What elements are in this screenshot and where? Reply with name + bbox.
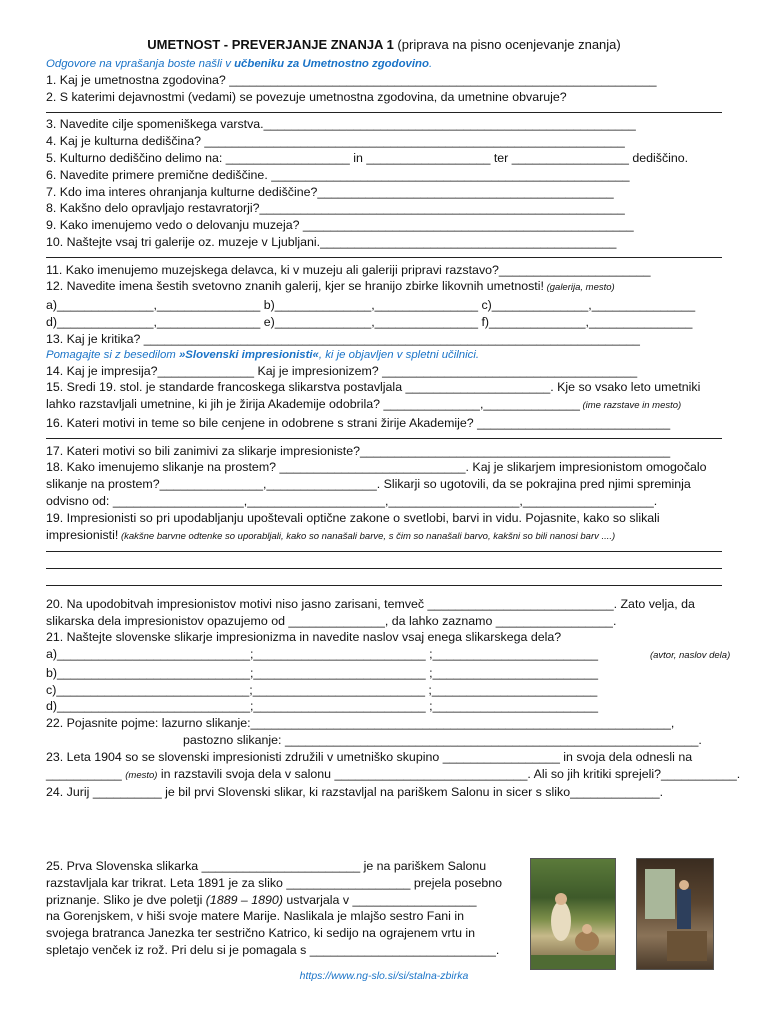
painting-figures <box>637 859 714 970</box>
question-12-a-c[interactable]: a)______________,_______________ b)______________,_______________ c)______________,_______________ <box>46 298 696 313</box>
answer-line[interactable] <box>46 551 722 568</box>
question-11[interactable]: 11. Kako imenujemo muzejskega delavca, ki v muzeju ali galeriji pripravi razstavo?______________________ <box>46 262 651 277</box>
question-21-a[interactable]: a)____________________________;_________________________ ;________________________ (avtor, naslov dela) <box>46 647 731 662</box>
question-2: 2. S katerimi dejavnostmi (vedami) se povezuje umetnostna zgodovina, da umetnine obvaruje? <box>46 89 567 104</box>
question-19-line-1: 19. Impresionisti so pri upodabljanju upoštevali optične zakone o svetlobi, barvi in vidu. Pojasnite, kako so slikali <box>46 510 660 525</box>
question-7[interactable]: 7. Kdo ima interes ohranjanja kulturne dediščine?___________________________________________ <box>46 184 614 199</box>
question-8[interactable]: 8. Kakšno delo opravljajo restavratorji?_____________________________________________________ <box>46 201 625 216</box>
question-6[interactable]: 6. Navedite primere premične dediščine. ____________________________________________________ <box>46 167 630 182</box>
question-18-line-3[interactable]: odvisno od: ___________________,____________________,___________________,___________________. <box>46 493 658 508</box>
question-25: 25. Prva Slovenska slikarka _______________________ je na pariškem Salonu razstavljala kar trikrat. Leta 1891 je za sliko __________________ prejela posebno priznanje. Sliko je dve poletji (1889 – 1890) ustvarjala v __________________ na Gorenjskem, v hiši svoje matere Marije. Naslikala je mlajšo sestro Fani in svojega bratranca Janezka ter sestrično Katrico, ki sedijo na ograjenem vrtu in spletajo venček iz rož. Pri delu si je pomagala s ___________________________. <box>46 859 503 957</box>
worksheet <box>46 36 741 982</box>
question-18-line-1[interactable]: 18. Kako imenujemo slikanje na prostem? ___________________________. Kaj je slikarjem impresionistom omogočalo <box>46 460 707 475</box>
question-12-d-f[interactable]: d)______________,_______________ e)______________,_______________ f)______________,_______________ <box>46 314 693 329</box>
painting-figures <box>531 859 616 970</box>
question-21-b[interactable]: b)____________________________;_________________________ ;________________________ <box>46 665 598 680</box>
question-21: 21. Naštejte slovenske slikarje impresionizma in navedite naslov vsaj enega slikarskega dela? <box>46 630 562 645</box>
question-21-c[interactable]: c)____________________________;_________________________ ;________________________ <box>46 682 598 697</box>
question-24[interactable]: 24. Jurij __________ je bil prvi Slovenski slikar, ki razstavljal na pariškem Salonu in sicer s sliko_____________. <box>46 785 664 800</box>
question-23-line-2[interactable]: ___________ (mesto) in razstavili svoja dela v salonu ____________________________. Ali so jih kritiki sprejeli?___________. <box>46 766 741 781</box>
question-19-line-2: impresionisti! (kakšne barvne odtenke so uporabljali, kako so nanašali barve, s čim so nanašali barvo, kakšni so bili nanosi barv ....) <box>46 527 616 542</box>
page-title: UMETNOST - PREVERJANJE ZNANJA 1 (priprava na pisno ocenjevanje znanja) <box>147 37 621 52</box>
painting-image-interior <box>636 858 714 970</box>
question-17[interactable]: 17. Kateri motivi so bili zanimivi za slikarje impresioniste?_____________________________________________ <box>46 443 671 458</box>
question-10[interactable]: 10. Naštejte vsaj tri galerije oz. muzeje v Ljubljani.___________________________________________ <box>46 234 617 249</box>
hint-impressionists: Pomagajte si z besedilom »Slovenski impresionisti«, ki je objavljen v spletni učilnici. <box>46 348 480 361</box>
question-13[interactable]: 13. Kaj je kritika? ________________________________________________________________________ <box>46 331 640 346</box>
question-15-line-1[interactable]: 15. Sredi 19. stol. je standarde francoskega slikarstva postavljala _____________________. Kje so vsako leto umetniki <box>46 380 701 395</box>
answer-line[interactable] <box>46 568 722 585</box>
question-9[interactable]: 9. Kako imenujemo vedo o delovanju muzeja? ________________________________________________ <box>46 218 634 233</box>
question-22-line-1[interactable]: 22. Pojasnite pojme: lazurno slikanje:_____________________________________________________________, <box>46 716 675 731</box>
question-1[interactable]: 1. Kaj je umetnostna zgodovina? ______________________________________________________________ <box>46 73 657 87</box>
question-16[interactable]: 16. Kateri motivi in teme so bile cenjene in odobrene s strani žirije Akademije? ____________________________ <box>46 415 671 430</box>
question-23-line-1[interactable]: 23. Leta 1904 so se slovenski impresionisti združili v umetniško skupino _________________ in svoja dela odnesli na <box>46 749 693 764</box>
question-22-line-2[interactable]: pastozno slikanje: ____________________________________________________________. <box>183 733 702 748</box>
gallery-link[interactable]: https://www.ng-slo.si/si/stalna-zbirka <box>299 970 469 982</box>
question-3[interactable]: 3. Navedite cilje spomeniškega varstva.______________________________________________________ <box>46 117 636 132</box>
painting-image-garden <box>530 858 616 970</box>
question-12: 12. Navedite imena šestih svetovno znanih galerij, kjer se hranijo zbirke likovnih umetnosti! (galerija, mesto) <box>46 279 615 294</box>
question-5[interactable]: 5. Kulturno dediščino delimo na: __________________ in __________________ ter _________________ dediščino. <box>46 150 689 165</box>
question-18-line-2[interactable]: slikanje na prostem?_______________,________________. Slikarji so ugotovili, da se pokrajina pred njimi spreminja <box>46 477 691 492</box>
question-4[interactable]: 4. Kaj je kulturna dediščina? _____________________________________________________________ <box>46 134 625 149</box>
question-14[interactable]: 14. Kaj je impresija?______________ Kaj je impresionizem? _____________________________________ <box>46 363 638 378</box>
question-15-line-2[interactable]: lahko razstavljali umetnine, ki jih je žirija Akademije odobrila? ______________,______________ (ime razstave in mesto) <box>46 397 682 412</box>
question-21-d[interactable]: d)____________________________;_________________________ ;________________________ <box>46 699 598 714</box>
hint-textbook: Odgovore na vprašanja boste našli v učbeniku za Umetnostno zgodovino. <box>46 58 433 70</box>
question-20-line-2[interactable]: slikarska dela impresionistov opazujemo od ______________, da lahko zaznamo _________________. <box>46 613 617 628</box>
question-20-line-1[interactable]: 20. Na upodobitvah impresionistov motivi niso jasno zarisani, temveč ___________________________. Zato velja, da <box>46 596 695 611</box>
